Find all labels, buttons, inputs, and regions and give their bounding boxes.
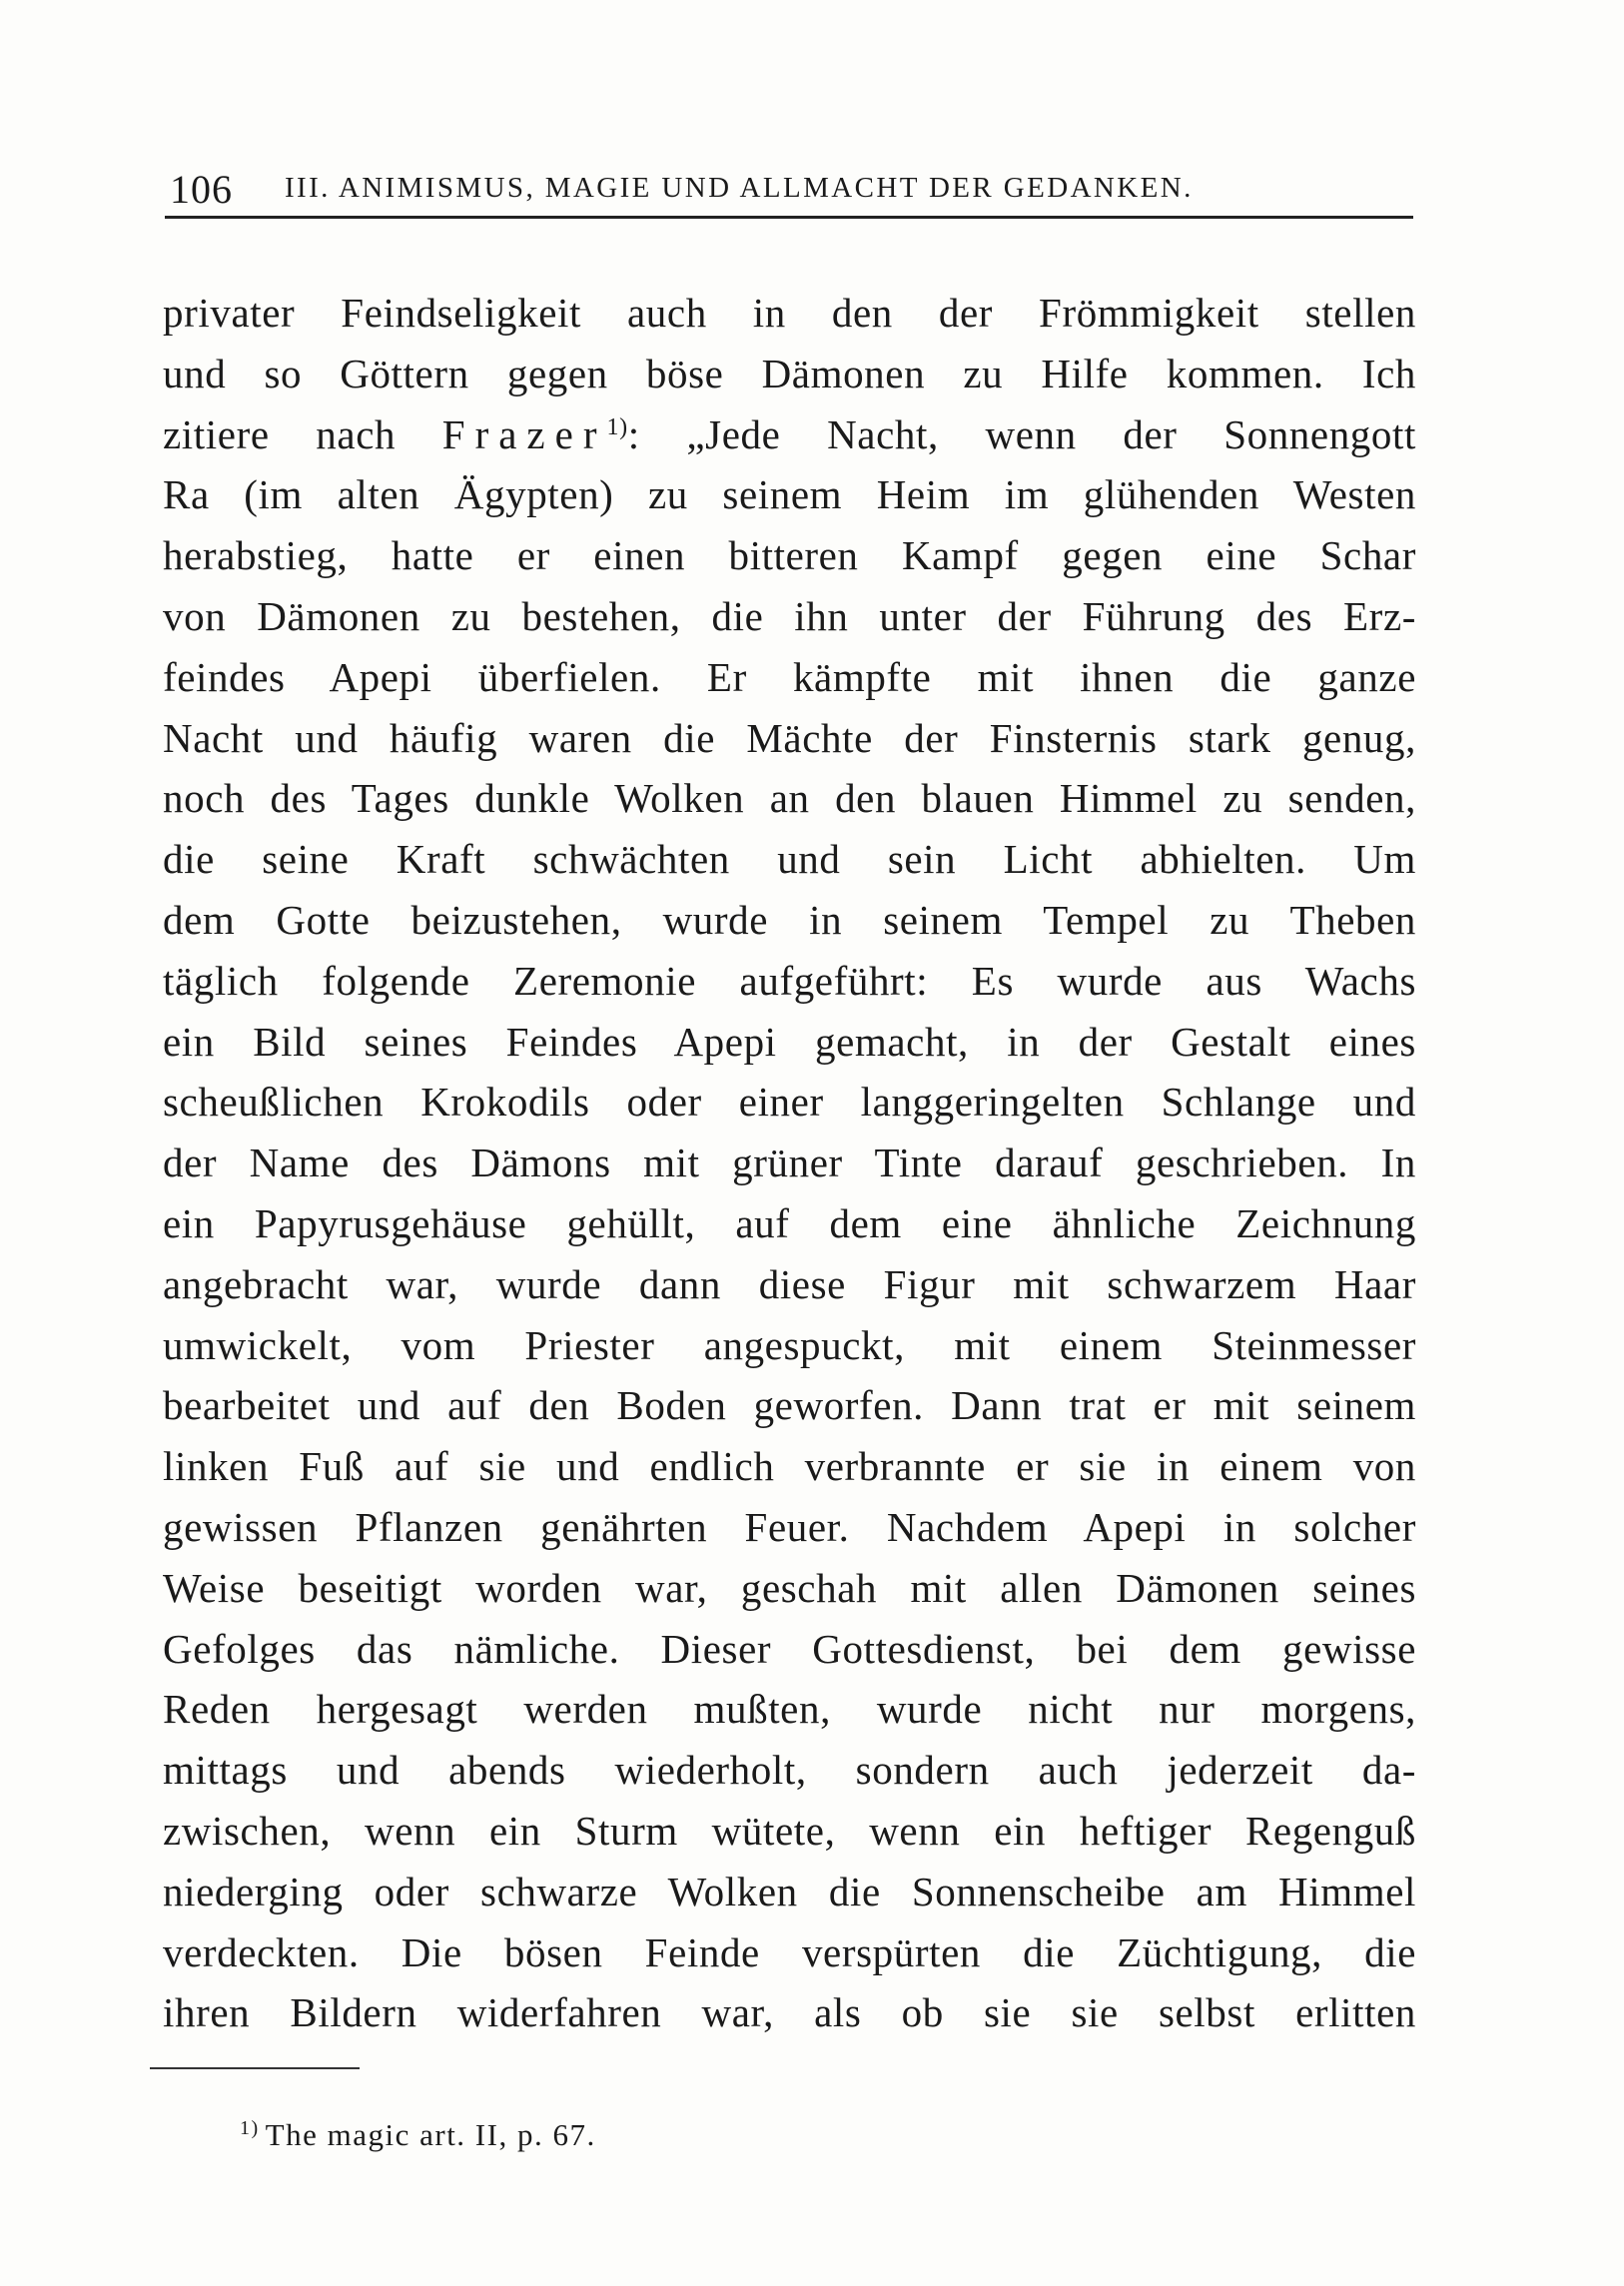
footnote-reference: 1) [606, 413, 628, 440]
text-line: dem Gotte beizustehen, wurde in seinem Tempel zu Theben [163, 896, 1416, 943]
text-line: die seine Kraft schwächten und sein Licht abhielten. Um [163, 836, 1416, 883]
text-line [163, 404, 1416, 465]
running-head: III. ANIMISMUS, MAGIE UND ALLMACHT DER GEDANKEN. [285, 172, 1194, 204]
text-line: feindes Apepi überfielen. Er kämpfte mit ihnen die ganze [163, 653, 1416, 700]
body-text [163, 283, 1416, 2043]
text-line: mittags und abends wiederholt, sondern auch jederzeit da- [163, 1747, 1416, 1794]
text-fragment: zitiere nach [163, 410, 397, 457]
footnote [240, 2117, 596, 2153]
text-line: umwickelt, vom Priester angespuckt, mit einem Steinmesser [163, 1321, 1416, 1368]
text-line: gewissen Pflanzen genährten Feuer. Nachdem Apepi in solcher [163, 1503, 1416, 1550]
text-line: herabstieg, hatte er einen bitteren Kampf gegen eine Schar [163, 532, 1416, 579]
text-line: Reden hergesagt werden mußten, wurde nicht nur morgens, [163, 1686, 1416, 1733]
page-header [165, 160, 1413, 219]
text-line: täglich folgende Zeremonie aufgeführt: Es wurde aus Wachs [163, 957, 1416, 1004]
text-line: ein Papyrusgehäuse gehüllt, auf dem eine ähnliche Zeichnung [163, 1199, 1416, 1246]
text-line: bearbeitet und auf den Boden geworfen. Dann trat er mit seinem [163, 1382, 1416, 1429]
footnote-divider [150, 2067, 360, 2069]
text-line: angebracht war, wurde dann diese Figur mit schwarzem Haar [163, 1260, 1416, 1307]
text-line: ein Bild seines Feindes Apepi gemacht, in der Gestalt eines [163, 1018, 1416, 1065]
text-line: linken Fuß auf sie und endlich verbrannte er sie in einem von [163, 1443, 1416, 1490]
text-line: noch des Tages dunkle Wolken an den blauen Himmel zu senden, [163, 775, 1416, 822]
text-line: der Name des Dämons mit grüner Tinte darauf geschrieben. In [163, 1140, 1416, 1186]
text-line: zwischen, wenn ein Sturm wütete, wenn ein heftiger Regenguß [163, 1807, 1416, 1854]
footnote-marker: 1) [240, 2117, 260, 2139]
text-line: Gefolges das nämliche. Dieser Gottesdienst, bei dem gewisse [163, 1625, 1416, 1672]
text-line: scheußlichen Krokodils oder einer langgeringelten Schlange und [163, 1079, 1416, 1126]
page-number: 106 [170, 167, 233, 212]
footnote-text: The magic art. II, p. 67. [265, 2117, 596, 2152]
author-name: Frazer [441, 410, 607, 457]
text-fragment: : „Jede Nacht, wenn der Sonnengott [627, 410, 1416, 457]
text-line: Ra (im alten Ägypten) zu seinem Heim im glühenden Westen [163, 471, 1416, 518]
text-line: und so Göttern gegen böse Dämonen zu Hilfe kommen. Ich [163, 350, 1416, 396]
text-line: Weise beseitigt worden war, geschah mit allen Dämonen seines [163, 1564, 1416, 1611]
text-line: von Dämonen zu bestehen, die ihn unter der Führung des Erz- [163, 592, 1416, 639]
text-line: niederging oder schwarze Wolken die Sonnenscheibe am Himmel [163, 1868, 1416, 1914]
text-line: Nacht und häufig waren die Mächte der Finsternis stark genug, [163, 714, 1416, 761]
text-line: privater Feindseligkeit auch in den der Frömmigkeit stellen [163, 290, 1416, 336]
text-line: ihren Bildern widerfahren war, als ob sie sie selbst erlitten [163, 1989, 1416, 2036]
text-line: verdeckten. Die bösen Feinde verspürten die Züchtigung, die [163, 1928, 1416, 1975]
